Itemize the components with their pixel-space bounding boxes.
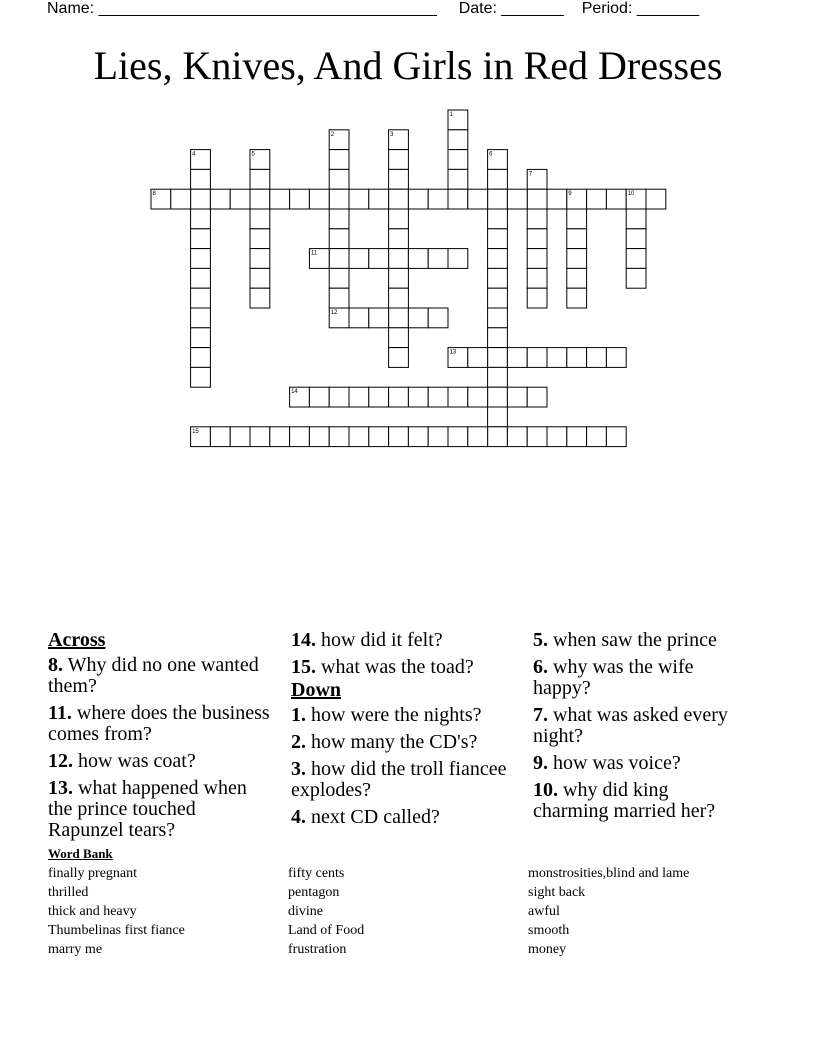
crossword-cell[interactable] [488,387,508,407]
crossword-cell[interactable] [488,169,508,189]
puzzle-title: Lies, Knives, And Girls in Red Dresses [93,43,723,88]
clue-down-3: 3. how did the troll fiancee explodes? [291,758,507,801]
crossword-cell[interactable] [567,348,587,368]
clue-down-6: 6. why was the wife happy? [533,656,694,699]
crossword-cell[interactable] [448,387,468,407]
crossword-cell[interactable] [428,189,448,209]
clue-number-8: 8 [152,191,156,198]
crossword-cell[interactable] [369,387,389,407]
crossword-cell[interactable] [587,189,607,209]
crossword-cell[interactable] [408,249,428,269]
clue-number-15: 15 [192,428,199,435]
crossword-cell[interactable] [250,189,270,209]
word-bank-item: frustration [288,942,347,957]
clue-number-14: 14 [291,389,298,396]
crossword-cell[interactable] [547,427,567,447]
crossword-cell[interactable] [250,288,270,308]
crossword-cell[interactable] [488,288,508,308]
crossword-cell[interactable] [210,189,230,209]
crossword-cell[interactable] [488,249,508,269]
crossword-cell[interactable] [507,348,527,368]
crossword-cell[interactable] [488,367,508,387]
period-field-label: Period: _______ [581,0,700,17]
clue-down-1: 1. how were the nights? [291,704,482,726]
clues-column-3 [533,630,748,828]
crossword-cell[interactable] [488,268,508,288]
crossword-cell[interactable] [507,189,527,209]
crossword-cell[interactable] [606,189,626,209]
crossword-cell[interactable] [191,249,211,269]
word-bank-item: finally pregnant [48,866,138,881]
crossword-cell[interactable] [191,209,211,229]
crossword-cell[interactable] [389,328,409,348]
crossword-cell[interactable] [369,189,389,209]
clue-number-5: 5 [251,151,255,158]
crossword-grid [0,0,816,470]
crossword-cell[interactable] [626,209,646,229]
crossword-cell[interactable] [389,348,409,368]
crossword-cell[interactable] [329,427,349,447]
crossword-cell[interactable] [488,328,508,348]
word-bank-item: Thumbelinas first fiance [48,923,185,938]
clue-across-14: 14. how did it felt? [291,629,443,651]
clue-across-13: 13. what happened when the prince touched Rapunzel tears? [48,777,247,841]
crossword-cell[interactable] [250,268,270,288]
crossword-cell[interactable] [626,268,646,288]
crossword-cell[interactable] [329,249,349,269]
word-bank-item: fifty cents [288,866,345,881]
crossword-cell[interactable] [488,229,508,249]
clue-number-3: 3 [390,131,394,138]
crossword-cell[interactable] [488,427,508,447]
crossword-cell[interactable] [567,209,587,229]
crossword-cell[interactable] [567,268,587,288]
crossword-cell[interactable] [349,427,369,447]
crossword-cell[interactable] [428,387,448,407]
word-bank-column-2 [288,864,364,959]
crossword-cell[interactable] [210,427,230,447]
crossword-cell[interactable] [389,387,409,407]
date-field-label: Date: _______ [458,0,564,17]
crossword-cell[interactable] [230,427,250,447]
crossword-cell[interactable] [191,268,211,288]
crossword-cell[interactable] [349,249,369,269]
clues-column-2 [291,630,511,834]
crossword-cell[interactable] [389,189,409,209]
crossword-cell[interactable] [428,249,448,269]
name-field-label: Name: ______________________________________ [47,0,437,17]
crossword-cell[interactable] [468,387,488,407]
crossword-cell[interactable] [448,249,468,269]
crossword-cell[interactable] [349,308,369,328]
word-bank-title: Word Bank [48,846,113,861]
clues-column-1 [48,630,274,847]
word-bank-item: money [528,942,567,957]
crossword-cell[interactable] [606,427,626,447]
word-bank-column-1 [48,864,185,959]
crossword-cell[interactable] [309,387,329,407]
crossword-cell[interactable] [448,150,468,170]
crossword-cell[interactable] [468,348,488,368]
crossword-cell[interactable] [329,268,349,288]
crossword-cell[interactable] [270,427,290,447]
crossword-cell[interactable] [389,169,409,189]
crossword-cell[interactable] [329,288,349,308]
down-heading: Down [291,679,342,701]
crossword-cell[interactable] [507,427,527,447]
crossword-cell[interactable] [428,308,448,328]
crossword-cell[interactable] [527,189,547,209]
crossword-cell[interactable] [567,229,587,249]
crossword-cell[interactable] [329,150,349,170]
crossword-cell[interactable] [329,209,349,229]
word-bank-item: divine [288,904,323,919]
crossword-cell[interactable] [389,427,409,447]
word-bank-item: awful [528,904,560,919]
crossword-cell[interactable] [329,229,349,249]
crossword-cell[interactable] [309,427,329,447]
crossword-cell[interactable] [171,189,191,209]
crossword-cell[interactable] [567,249,587,269]
clue-across-15: 15. what was the toad? [291,656,474,678]
crossword-cell[interactable] [468,189,488,209]
crossword-cell[interactable] [389,308,409,328]
crossword-cell[interactable] [448,189,468,209]
crossword-cell[interactable] [448,169,468,189]
clue-number-13: 13 [449,349,457,356]
crossword-cell[interactable] [250,229,270,249]
across-heading: Across [48,629,106,651]
crossword-cell[interactable] [587,427,607,447]
crossword-cell[interactable] [290,427,310,447]
crossword-cell[interactable] [369,308,389,328]
crossword-cell[interactable] [389,150,409,170]
crossword-cell[interactable] [389,229,409,249]
crossword-cell[interactable] [250,209,270,229]
clue-down-9: 9. how was voice? [533,752,681,774]
clue-number-12: 12 [330,310,338,316]
crossword-cell[interactable] [646,189,666,209]
crossword-cell[interactable] [191,288,211,308]
crossword-cell[interactable] [527,209,547,229]
crossword-cell[interactable] [349,387,369,407]
crossword-cell[interactable] [527,268,547,288]
crossword-cell[interactable] [408,387,428,407]
crossword-cell[interactable] [329,169,349,189]
crossword-cell[interactable] [527,348,547,368]
clue-number-9: 9 [568,191,572,198]
word-bank-item: monstrosities,blind and lame [528,866,690,881]
clue-down-10: 10. why did king charming married her? [533,779,716,822]
clue-across-11: 11. where does the business comes from? [48,702,270,745]
crossword-cell[interactable] [250,427,270,447]
crossword-cell[interactable] [527,288,547,308]
crossword-cell[interactable] [329,189,349,209]
clue-number-4: 4 [192,151,196,158]
clue-number-1: 1 [449,112,453,118]
crossword-cell[interactable] [567,427,587,447]
crossword-cell[interactable] [329,387,349,407]
crossword-cell[interactable] [428,427,448,447]
clue-number-11: 11 [310,250,318,257]
word-bank-item: smooth [528,923,570,938]
crossword-cell[interactable] [488,209,508,229]
crossword-cell[interactable] [527,249,547,269]
clue-number-7: 7 [528,171,533,178]
crossword-cell[interactable] [191,308,211,328]
clue-number-10: 10 [627,191,635,198]
crossword-cell[interactable] [408,308,428,328]
crossword-cell[interactable] [290,189,310,209]
crossword-cell[interactable] [389,249,409,269]
clue-number-2: 2 [330,131,335,138]
clue-across-12: 12. how was coat? [48,750,196,772]
crossword-cell[interactable] [448,427,468,447]
crossword-cell[interactable] [191,229,211,249]
crossword-cell[interactable] [369,249,389,269]
crossword-cell[interactable] [488,348,508,368]
word-bank-item: sight back [528,885,586,900]
crossword-cell[interactable] [230,189,250,209]
crossword-cell[interactable] [408,427,428,447]
crossword-cell[interactable] [468,427,488,447]
crossword-cell[interactable] [547,189,567,209]
crossword-cell[interactable] [250,169,270,189]
crossword-cell[interactable] [191,348,211,368]
crossword-cell[interactable] [389,268,409,288]
crossword-cell[interactable] [270,189,290,209]
crossword-cell[interactable] [389,209,409,229]
word-bank-item: Land of Food [288,923,365,938]
crossword-cell[interactable] [488,407,508,427]
word-bank-item: thrilled [48,885,89,900]
crossword-cell[interactable] [567,288,587,308]
crossword-cell[interactable] [389,288,409,308]
crossword-cell[interactable] [369,427,389,447]
crossword-cell[interactable] [191,169,211,189]
crossword-cell[interactable] [626,229,646,249]
clue-across-8: 8. Why did no one wanted them? [48,654,259,697]
crossword-cell[interactable] [527,229,547,249]
clue-down-2: 2. how many the CD's? [291,731,478,753]
clue-down-5: 5. when saw the prince [533,629,717,651]
crossword-cell[interactable] [626,249,646,269]
word-bank-item: pentagon [288,885,340,900]
word-bank-item: marry me [48,942,103,957]
clue-number-6: 6 [489,151,493,158]
clue-down-7: 7. what was asked every night? [533,704,728,747]
crossword-cell[interactable] [309,189,329,209]
crossword-cell[interactable] [191,189,211,209]
clue-down-4: 4. next CD called? [291,806,440,828]
crossword-cell[interactable] [606,348,626,368]
crossword-cell[interactable] [527,427,547,447]
crossword-cell[interactable] [349,189,369,209]
crossword-cell[interactable] [547,348,567,368]
crossword-cell[interactable] [488,308,508,328]
crossword-cell[interactable] [507,387,527,407]
crossword-cell[interactable] [191,367,211,387]
crossword-cell[interactable] [250,249,270,269]
crossword-cell[interactable] [527,387,547,407]
word-bank-item: thick and heavy [48,904,137,919]
crossword-cell[interactable] [448,130,468,150]
crossword-cell[interactable] [488,189,508,209]
crossword-cell[interactable] [587,348,607,368]
crossword-cell[interactable] [191,328,211,348]
word-bank-column-3 [528,864,689,959]
crossword-cell[interactable] [408,189,428,209]
